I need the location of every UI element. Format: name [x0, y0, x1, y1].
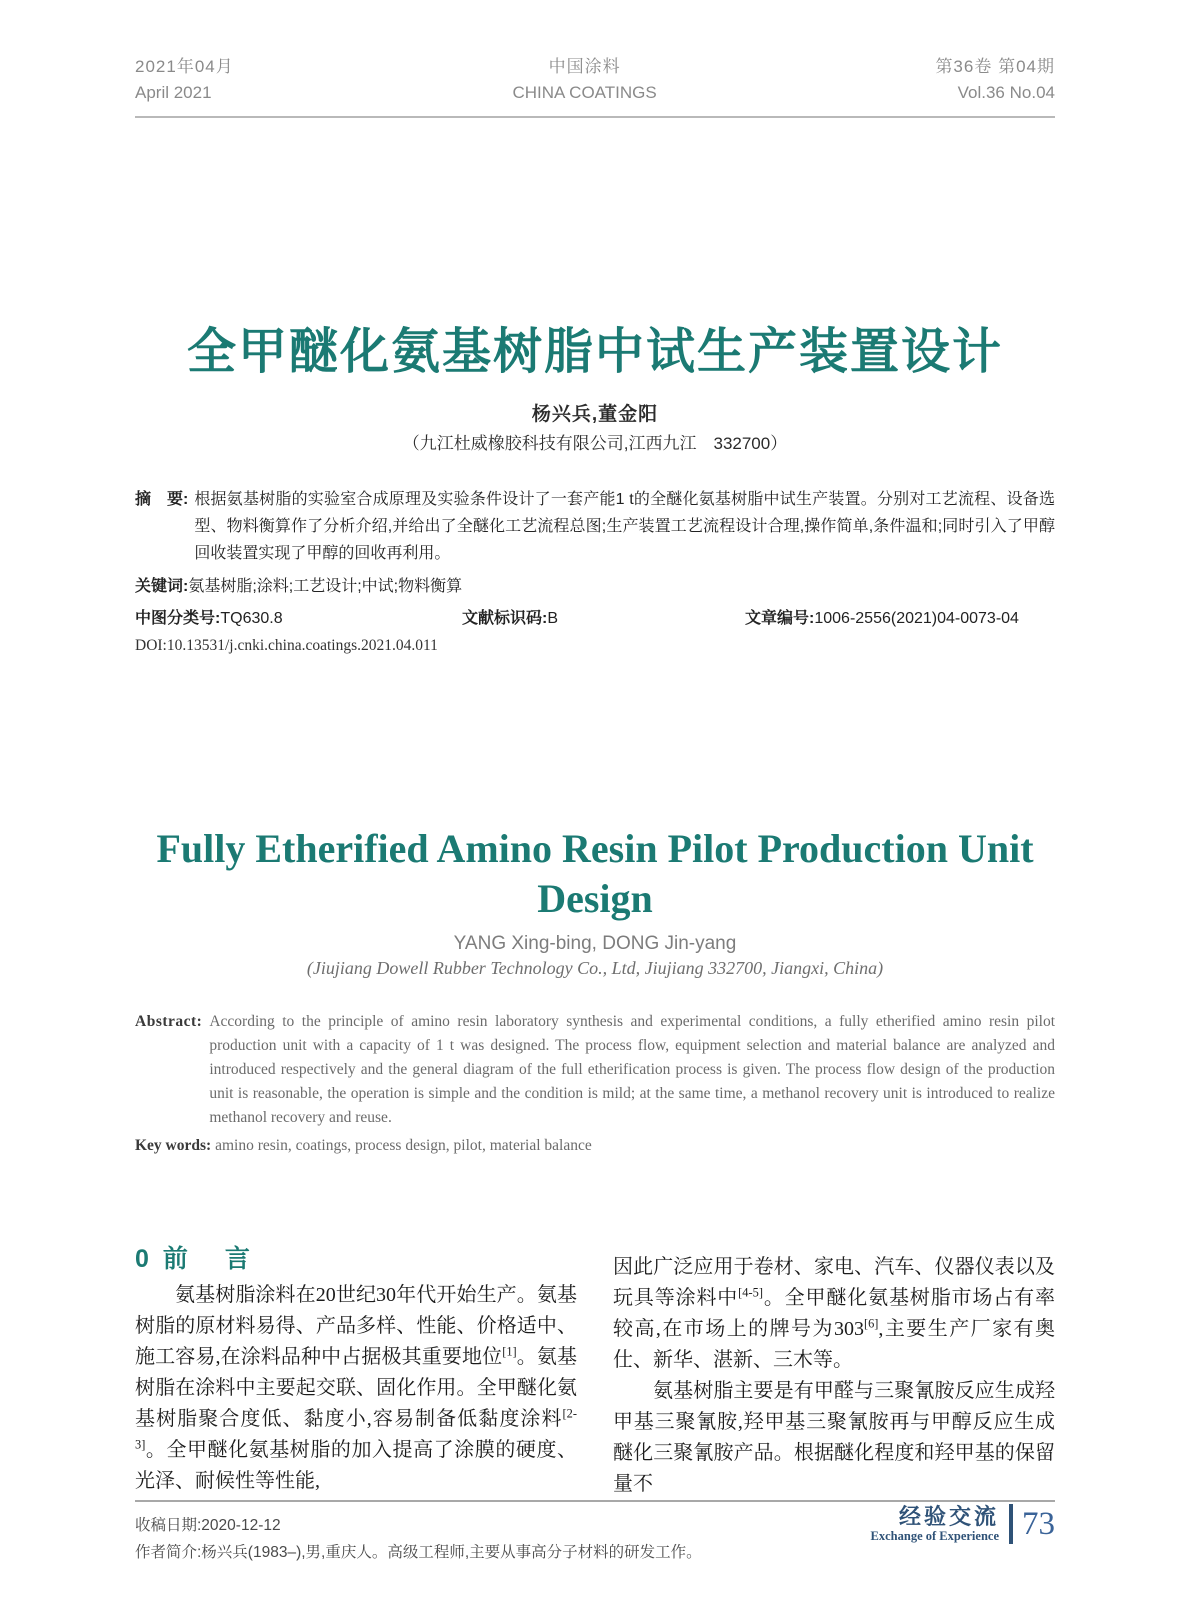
footnote-author-bio: 作者简介:杨兴兵(1983–),男,重庆人。高级工程师,主要从事高分子材料的研发工作。: [135, 1544, 702, 1561]
document-code-label: 文献标识码:: [462, 610, 548, 627]
section-number: 0: [135, 1245, 149, 1273]
doi: DOI:10.13531/j.cnki.china.coatings.2021.04.011: [135, 637, 438, 654]
keywords-label-en: Key words:: [135, 1137, 212, 1154]
journal-name-cn: 中国涂料: [548, 57, 621, 76]
journal-name-en: CHINA COATINGS: [512, 83, 657, 102]
section-title: 前 言: [162, 1245, 256, 1273]
article-title-cn: 全甲醚化氨基树脂中试生产装置设计: [186, 325, 1003, 379]
article-number-value: 1006-2556(2021)04-0073-04: [814, 610, 1019, 627]
abstract-label-en: Abstract:: [135, 1013, 203, 1030]
intro-paragraph-1: 氨基树脂涂料在20世纪30年代开始生产。氨基树脂的原材料易得、产品多样、性能、价格适中、施工容易,在涂料品种中占据极其重要地位[1]。氨基树脂在涂料中主要起交联、固化作用。全甲醚化氨基树脂聚合度低、黏度小,容易制备低黏度涂料[2-3]。全甲醚化氨基树脂的加入提高了涂膜的硬度、光泽、耐候性等性能,: [135, 1284, 578, 1492]
document-code-value: B: [547, 610, 559, 627]
issue-date-cn: 2021年04月: [135, 57, 234, 76]
document-code: [462, 605, 745, 632]
article-number: [745, 605, 1055, 632]
intro-paragraph-2: 氨基树脂主要是有甲醛与三聚氰胺反应生成羟甲基三聚氰胺,羟甲基三聚氰胺再与甲醇反应生成醚化三聚氰胺产品。根据醚化程度和羟甲基的保留量不: [613, 1380, 1055, 1495]
issue-date-en: April 2021: [135, 83, 212, 102]
classification-row: [135, 605, 1055, 632]
volume-issue-en: Vol.36 No.04: [957, 83, 1055, 102]
clc-label: 中图分类号:: [135, 610, 221, 627]
abstract-en: [135, 1010, 1055, 1130]
footer-divider-bar: [1009, 1504, 1013, 1544]
abstract-text-en: According to the principle of amino resin laboratory synthesis and experimental conditions, a fully etherified amino resin pilot production unit with a capacity of 1 t was designed. The process flow, equipment selection and material balance are analyzed and introduced respectively and the general diagram of the full etherification process is given. The process flow design of the production unit is reasonable, the operation is simple and the condition is mild; at the same time, a methanol recovery unit is introduced to realize methanol recovery and reuse.: [209, 1013, 1055, 1126]
column-label-en: Exchange of Experience: [870, 1529, 999, 1543]
keywords-text-cn: 氨基树脂;涂料;工艺设计;中试;物料衡算: [188, 578, 463, 595]
header-journal-name: [512, 54, 656, 106]
keywords-text-en: amino resin, coatings, process design, pilot, material balance: [215, 1137, 592, 1154]
article-number-label: 文章编号:: [745, 610, 815, 627]
body-column-left: [135, 1242, 577, 1500]
footnote-received-date: 收稿日期:2020-12-12: [135, 1517, 281, 1534]
page-footer: [871, 1504, 1055, 1544]
body-columns: [135, 1242, 1055, 1500]
header-issue-date: [135, 54, 234, 106]
affiliation-cn: （九江杜威橡胶科技有限公司,江西九江 332700）: [402, 434, 788, 453]
abstract-label-cn: 摘 要:: [135, 491, 189, 508]
keywords-en: [135, 1134, 1055, 1158]
section-heading-intro: [135, 1242, 577, 1276]
abstract-cn: [135, 486, 1055, 567]
body-column-right: [613, 1242, 1055, 1500]
page-number: 73: [1022, 1505, 1055, 1542]
column-label-cn: 经验交流: [898, 1504, 999, 1529]
affiliation-en: (Jiujiang Dowell Rubber Technology Co., Ltd, Jiujiang 332700, Jiangxi, China): [306, 958, 884, 978]
volume-issue-cn: 第36卷 第04期: [935, 57, 1055, 76]
header-volume-issue: [935, 54, 1055, 106]
authors-cn: 杨兴兵,董金阳: [531, 404, 659, 425]
clc-value: TQ630.8: [220, 610, 283, 627]
clc-number: [135, 605, 462, 632]
abstract-text-cn: 根据氨基树脂的实验室合成原理及实验条件设计了一套产能1 t的全醚化氨基树脂中试生产装置。分别对工艺流程、设备选型、物料衡算作了分析介绍,并给出了全醚化工艺流程总图;生产装置工艺流程设计合理,操作简单,条件温和;同时引入了甲醇回收装置实现了甲醇的回收再利用。: [194, 491, 1055, 562]
column-section-label: [871, 1504, 999, 1544]
article-title-en: Fully Etherified Amino Resin Pilot Production Unit Design: [156, 826, 1034, 921]
journal-header: [135, 0, 1055, 118]
keywords-cn: [135, 573, 1055, 600]
authors-en: YANG Xing-bing, DONG Jin-yang: [453, 933, 737, 954]
intro-paragraph-1-continued: 因此广泛应用于卷材、家电、汽车、仪器仪表以及玩具等涂料中[4-5]。全甲醚化氨基树脂市场占有率较高,在市场上的牌号为303[6],主要生产厂家有奥仕、新华、湛新、三木等。: [613, 1256, 1056, 1371]
keywords-label-cn: 关键词:: [135, 578, 189, 595]
